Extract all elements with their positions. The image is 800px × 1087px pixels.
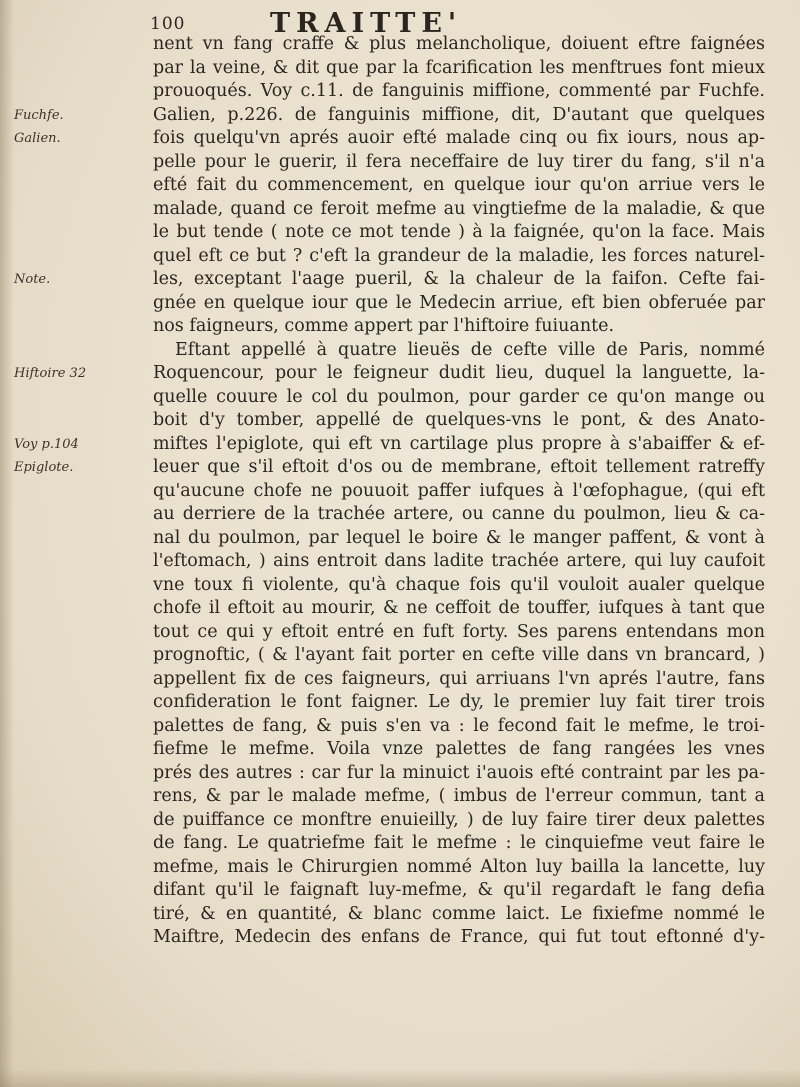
text-line: boit d'y tomber, appellé de quelques-vns le pont, & des Anato- [153, 410, 765, 430]
text-line: qu'aucune chofe ne pouuoit paffer iufques à l'œfophague, (qui eft [153, 480, 765, 501]
text-line: fois quelqu'vn aprés auoir efté malade cinq ou fix iours, nous ap- [153, 128, 765, 148]
text-line: palettes de fang, & puis s'en va : le fecond fait le mefme, le troi- [153, 715, 765, 736]
text-line: gnée en quelque iour que le Medecin arriue, eft bien obferuée par [153, 292, 765, 313]
margin-note: Hiftoire 32 [14, 366, 87, 381]
text-line: leuer que s'il eftoit d'os ou de membrane, eftoit tellement ratreffy [153, 457, 765, 477]
margin-note: Note. [14, 272, 51, 287]
text-line: miftes l'epiglote, qui eft vn cartilage plus propre à s'abaiffer & ef- [153, 433, 765, 454]
body-text [153, 33, 765, 950]
text-line: chofe il eftoit au mourir, & ne ceffoit de touffer, iufques à tant que [153, 598, 765, 618]
text-line: Galien, p.226. de fanguinis miffione, dit, D'autant que quelques [153, 104, 765, 125]
text-line: de puiffance ce monftre enuieilly, ) de luy faire tirer deux palettes [153, 809, 765, 830]
margin-note: Galien. [14, 131, 61, 146]
text-line: l'eftomach, ) ains entroit dans ladite trachée artere, qui luy caufoit [153, 551, 765, 571]
text-line: difant qu'il le faignaft luy-mefme, & qu'il regardaft le fang defia [153, 880, 765, 900]
text-line: nent vn fang craffe & plus melancholique, doiuent eftre faignées [153, 34, 765, 54]
text-line: prouoqués. Voy c.11. de fanguinis miffione, commenté par Fuchfe. [153, 81, 765, 101]
margin-note: Voy p.104 [14, 436, 79, 452]
text-line: les, exceptant l'aage pueril, & la chaleur de la faifon. Cefte fai- [153, 269, 765, 289]
text-line: prognoftic, ( & l'ayant fait porter en cefte ville dans vn brancard, ) [153, 645, 765, 665]
text-line: appellent fix de ces faigneurs, qui arriuans l'vn aprés l'autre, fans [153, 668, 765, 689]
text-line: confideration le font faigner. Le dy, le premier luy fait tirer trois [153, 692, 765, 712]
text-line: pelle pour le guerir, il fera neceffaire de luy tirer du fang, s'il n'a [153, 151, 765, 172]
text-line: Eftant appellé à quatre lieuës de cefte ville de Paris, nommé [175, 339, 765, 360]
text-line: nal du poulmon, par lequel le boire & le manger paffent, & vont à [153, 527, 765, 548]
text-line: rens, & par le malade mefme, ( imbus de l'erreur commun, tant a [153, 786, 765, 806]
margin-note: Epiglote. [14, 460, 74, 475]
text-line: prés des autres : car fur la minuict i'auois efté contraint par les pa- [153, 762, 765, 783]
bottom-shadow [0, 1069, 800, 1087]
text-line: quel eft ce but ? c'eft la grandeur de la maladie, les forces naturel- [153, 245, 765, 266]
text-line: vne toux fi violente, qu'à chaque fois qu'il vouloit aualer quelque [153, 574, 765, 595]
text-line: tiré, & en quantité, & blanc comme laict. Le fixiefme nommé le [153, 903, 765, 924]
text-line: par la veine, & dit que par la fcarification les menftrues font mieux [153, 57, 765, 78]
margin-note: Fuchfe. [14, 107, 64, 123]
margin-notes [0, 0, 150, 1087]
text-line: tout ce qui y eftoit entré en fuft forty. Ses parens entendans mon [153, 621, 765, 642]
text-line: nos faigneurs, comme appert par l'hiftoire fuiuante. [153, 316, 615, 336]
text-line: Roquencour, pour le feigneur dudit lieu, duquel la languette, la- [153, 363, 765, 383]
text-line: mefme, mais le Chirurgien nommé Alton luy bailla la lancette, luy [153, 856, 765, 877]
text-line: Maiftre, Medecin des enfans de France, qui fut tout eftonné d'y- [153, 927, 765, 947]
text-line: fiefme le mefme. Voila vnze palettes de fang rangées les vnes [153, 739, 765, 759]
running-title: TRAITTE' [270, 8, 463, 39]
text-line: de fang. Le quatriefme fait le mefme : le cinquiefme veut faire le [153, 833, 765, 853]
text-line: malade, quand ce feroit mefme au vingtiefme de la maladie, & que [153, 198, 765, 219]
text-line: au derriere de la trachée artere, ou canne du poulmon, lieu & ca- [153, 504, 765, 524]
page-number: 100 [150, 14, 186, 34]
text-line: le but tende ( note ce mot tende ) à la faignée, qu'on la face. Mais [153, 222, 765, 242]
text-line: quelle couure le col du poulmon, pour garder ce qu'on mange ou [153, 386, 765, 407]
text-line: efté fait du commencement, en quelque iour qu'on arriue vers le [153, 175, 765, 195]
